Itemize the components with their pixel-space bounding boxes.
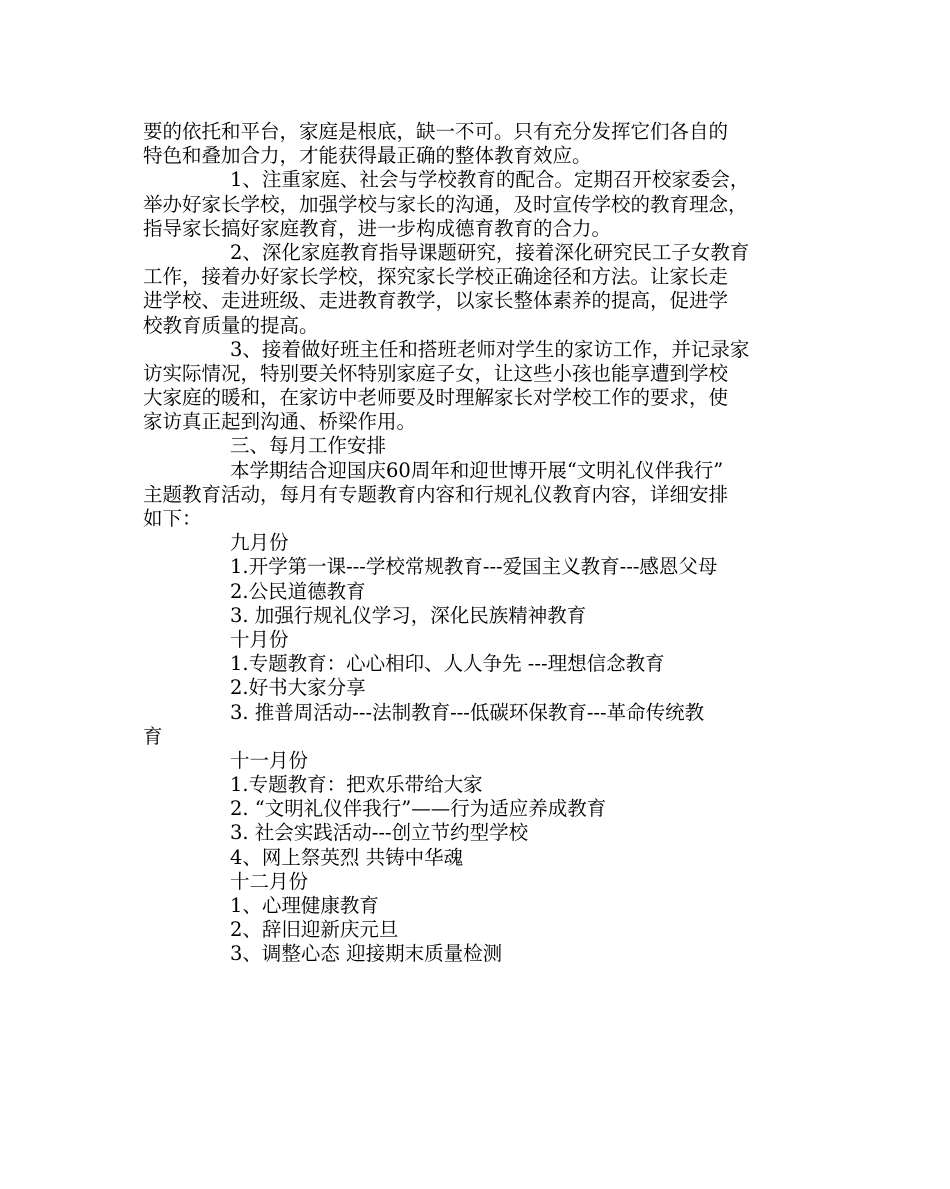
document-line: 举办好家长学校，加强学校与家长的沟通，及时宣传学校的教育理念， bbox=[143, 192, 748, 216]
document-line: 要的依托和平台，家庭是根底，缺一不可。只有充分发挥它们各自的 bbox=[143, 120, 729, 143]
document-line: 九月份 bbox=[230, 531, 289, 555]
document-body bbox=[143, 120, 823, 967]
document-line: 十月份 bbox=[230, 627, 289, 651]
document-line: 本学期结合迎国庆60周年和迎世博开展“文明礼仪伴我行” bbox=[230, 458, 724, 482]
document-line: 三、每月工作安排 bbox=[230, 434, 387, 458]
document-line: 访实际情况，特别要关怀特别家庭子女，让这些小孩也能享遭到学校 bbox=[143, 361, 729, 385]
document-line: 2、深化家庭教育指导课题研究，接着深化研究民工子女教育 bbox=[230, 240, 750, 264]
document-line: 大家庭的暖和，在家访中老师要及时理解家长对学校工作的要求，使 bbox=[143, 386, 729, 410]
document-line: 3、接着做好班主任和搭班老师对学生的家访工作，并记录家 bbox=[230, 337, 750, 361]
document-line: 3. 加强行规礼仪学习，深化民族精神教育 bbox=[230, 603, 587, 627]
document-line: 1.专题教育：把欢乐带给大家 bbox=[230, 773, 483, 797]
document-line: 特色和叠加合力，才能获得最正确的整体教育效应。 bbox=[143, 144, 592, 168]
document-line: 1、注重家庭、社会与学校教育的配合。定期召开校家委会， bbox=[230, 168, 750, 192]
document-line: 3、调整心态 迎接期末质量检测 bbox=[230, 942, 503, 966]
document-line: 1.开学第一课---学校常规教育---爱国主义教育---感恩父母 bbox=[230, 555, 718, 579]
document-line: 1.专题教育：心心相印、人人争先 ---理想信念教育 bbox=[230, 652, 665, 676]
document-line: 4、网上祭英烈 共铸中华魂 bbox=[230, 845, 464, 869]
document-line: 十一月份 bbox=[230, 748, 309, 772]
document-line: 十二月份 bbox=[230, 869, 309, 893]
document-line: 如下： bbox=[143, 507, 202, 530]
document-line: 1、心理健康教育 bbox=[230, 894, 379, 917]
document-line: 主题教育活动，每月有专题教育内容和行规礼仪教育内容，详细安排 bbox=[143, 482, 729, 506]
document-line: 2.公民道德教育 bbox=[230, 579, 366, 603]
document-line: 指导家长搞好家庭教育，进一步构成德育教育的合力。 bbox=[143, 216, 612, 240]
document-line: 进学校、走进班级、走进教育教学，以家长整体素养的提高，促进学 bbox=[143, 289, 729, 313]
document-line: 2. “文明礼仪伴我行”——行为适应养成教育 bbox=[230, 797, 607, 821]
document-line: 工作，接着办好家长学校，探究家长学校正确途径和方法。让家长走 bbox=[143, 265, 729, 289]
document-line: 校教育质量的提高。 bbox=[143, 313, 319, 337]
document-line: 3. 社会实践活动---创立节约型学校 bbox=[230, 821, 529, 845]
document-line: 家访真正起到沟通、桥梁作用。 bbox=[143, 410, 417, 434]
document-line: 育 bbox=[143, 724, 163, 748]
document-line: 2.好书大家分享 bbox=[230, 676, 366, 700]
document-line: 2、辞旧迎新庆元旦 bbox=[230, 918, 399, 942]
document-line: 3. 推普周活动---法制教育---低碳环保教育---革命传统教 bbox=[230, 700, 705, 724]
